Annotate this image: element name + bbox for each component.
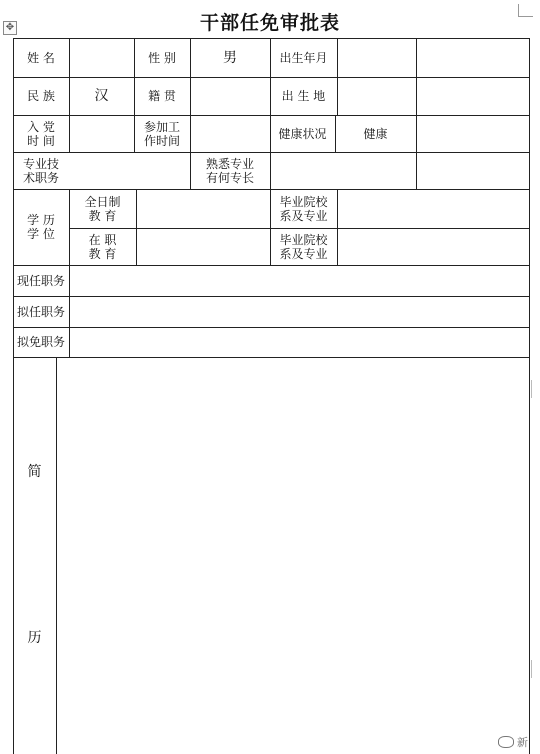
fulltime-education-field[interactable] [136,189,270,228]
page-margin-mark [531,660,532,678]
party-join-label: 入 党 时 间 [27,119,55,148]
fulltime-education-label: 全日制 教 育 [84,194,121,223]
birthplace-field[interactable] [337,77,416,115]
education-degree-label: 学 历 学 位 [27,213,55,241]
birth-date-field[interactable] [337,38,416,77]
resume-field[interactable] [56,357,529,754]
specialty-field[interactable] [270,152,416,189]
tech-title-label: 专业技 术职务 [22,156,59,185]
current-position-field[interactable] [69,265,529,296]
name-label: 姓 名 [27,50,55,65]
ethnicity-label: 民 族 [27,89,55,103]
current-position-label: 现任职务 [16,273,65,288]
resume-label-bottom: 历 [27,630,42,646]
gender-value[interactable]: 男 [223,49,237,66]
birthplace-label: 出 生 地 [281,89,326,103]
name-field[interactable] [69,38,134,77]
work-start-label: 参加工 作时间 [143,119,180,148]
page-corner-mark [518,4,533,17]
tech-title-field[interactable] [69,152,190,189]
inservice-school-label: 毕业院校 系及专业 [279,232,328,261]
wechat-icon [498,736,514,748]
proposed-position-label: 拟任职务 [16,304,65,319]
inservice-school-field[interactable] [337,228,529,265]
health-value[interactable]: 健康 [363,126,388,141]
birth-date-label: 出生年月 [279,50,328,65]
gender-label: 性 别 [148,50,176,65]
watermark [498,734,528,750]
proposed-position-field[interactable] [69,296,529,327]
form-title: 干部任免审批表 [199,12,340,34]
health-label: 健康状况 [278,126,327,141]
photo-area[interactable] [416,38,529,189]
watermark-text: 新 [517,736,528,749]
party-join-field[interactable] [69,115,134,152]
native-place-field[interactable] [190,77,270,115]
proposed-removal-label: 拟免职务 [16,335,65,349]
fulltime-school-label: 毕业院校 系及专业 [279,194,328,223]
inservice-education-field[interactable] [136,228,270,265]
table-move-handle-icon[interactable]: ✥ [3,21,17,35]
specialty-label: 熟悉专业 有何专长 [205,156,254,185]
ethnicity-value[interactable]: 汉 [94,88,109,104]
native-place-label: 籍 贯 [148,89,176,103]
resume-label-top: 简 [27,464,42,480]
work-start-field[interactable] [190,115,270,152]
fulltime-school-field[interactable] [337,189,529,228]
inservice-education-label: 在 职 教 育 [88,232,117,261]
page-margin-mark [531,380,532,398]
proposed-removal-field[interactable] [69,327,529,357]
